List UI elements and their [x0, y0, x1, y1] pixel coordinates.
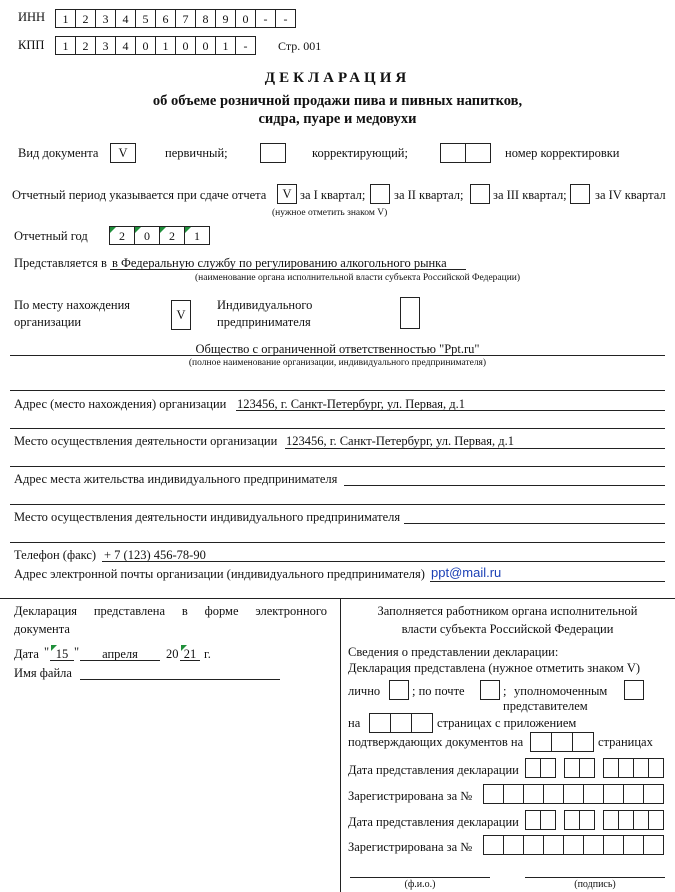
page-number: Стр. 001 [278, 39, 322, 53]
activity-place-value[interactable]: 123456, г. Санкт-Петербург, ул. Первая, д.1 [286, 434, 515, 448]
document-title: ДЕКЛАРАЦИЯ [264, 70, 411, 86]
email-underline [430, 581, 665, 582]
correction-number-label: номер корректировки [505, 146, 620, 160]
address-value[interactable]: 123456, г. Санкт-Петербург, ул. Первая, д.1 [237, 397, 466, 411]
left-panel-date-label: Дата [14, 647, 39, 661]
separator-line [10, 504, 665, 505]
year-digit-cell[interactable]: 2 [109, 226, 135, 245]
registered-label-2: Зарегистрирована за № [348, 840, 473, 854]
date-cell[interactable] [618, 810, 634, 830]
quote-mark: " [74, 645, 80, 659]
kpp-digit-cell[interactable]: 0 [175, 36, 196, 55]
doc-type-label: Вид документа [18, 146, 99, 160]
kpp-digit-cell[interactable]: 2 [75, 36, 96, 55]
in-person-checkbox[interactable] [389, 680, 409, 700]
email-link[interactable]: ppt@mail.ru [431, 565, 502, 580]
period-q2-label: за II квартал; [394, 188, 464, 202]
address-label: Адрес (место нахождения) организации [14, 397, 227, 411]
separator-line [10, 390, 665, 391]
left-panel-text-2: документа [14, 622, 70, 636]
period-q1-checkbox[interactable]: V [277, 184, 297, 204]
signature-line[interactable] [525, 877, 665, 878]
registration-cell[interactable] [603, 835, 624, 855]
separator-line [10, 542, 665, 543]
date-cell[interactable] [603, 810, 619, 830]
registration-cell[interactable] [483, 835, 504, 855]
filename-field[interactable] [80, 679, 280, 680]
year-digit-cell[interactable]: 2 [159, 226, 185, 245]
by-mail-checkbox[interactable] [480, 680, 500, 700]
pages-cell-2[interactable] [390, 713, 412, 733]
by-mail-label: ; по почте [412, 684, 465, 698]
fio-line[interactable] [350, 877, 490, 878]
representative-label-2: представителем [503, 699, 588, 713]
submitted-to-label: Представляется в [14, 256, 107, 270]
green-corner-mark [160, 227, 166, 233]
inn-digit-cell[interactable]: 5 [135, 9, 156, 28]
kpp-digit-cell[interactable]: 1 [215, 36, 236, 55]
period-q3-label: за III квартал; [493, 188, 567, 202]
location-ip-checkbox[interactable] [400, 297, 420, 329]
ip-residence-field[interactable] [344, 485, 665, 486]
location-org-checkbox[interactable]: V [171, 300, 191, 330]
registration-cell[interactable] [643, 784, 664, 804]
address-underline [236, 410, 665, 411]
year-digit-cell[interactable]: 0 [134, 226, 160, 245]
date-cell[interactable] [579, 758, 595, 778]
inn-digit-cell[interactable]: 4 [115, 9, 136, 28]
representative-label-1: уполномоченным [514, 684, 608, 698]
inn-digit-cell[interactable]: 0 [235, 9, 256, 28]
signature-caption: (подпись) [574, 879, 616, 890]
registration-cell[interactable] [583, 835, 604, 855]
date-cell[interactable] [540, 810, 556, 830]
registered-label-1: Зарегистрирована за № [348, 789, 473, 803]
inn-label: ИНН [18, 10, 46, 24]
email-label: Адрес электронной почты организации (индивидуального предпринимателя) [14, 567, 425, 581]
right-panel-info-1: Сведения о представлении декларации: [348, 645, 559, 659]
date-cell[interactable] [633, 758, 649, 778]
left-panel-text-1: Декларация представлена в форме электронного [14, 604, 327, 618]
registration-cell[interactable] [503, 784, 524, 804]
location-org-label-1: По месту нахождения [14, 298, 131, 312]
year-label: Отчетный год [14, 229, 88, 243]
date-cell[interactable] [540, 758, 556, 778]
date-cell[interactable] [618, 758, 634, 778]
inn-digit-cell[interactable]: 2 [75, 9, 96, 28]
correction-number-cell-2[interactable] [465, 143, 491, 163]
right-panel-info-2: Декларация представлена (нужное отметить знаком V) [348, 661, 641, 675]
green-corner-mark [110, 227, 116, 233]
registration-cell[interactable] [603, 784, 624, 804]
registration-cell[interactable] [563, 784, 584, 804]
submitted-to-value[interactable]: в Федеральную службу по регулированию алкогольного рынка [112, 256, 447, 270]
date-cell[interactable] [648, 810, 664, 830]
inn-digit-cell[interactable]: 8 [195, 9, 216, 28]
ip-activity-field[interactable] [404, 523, 665, 524]
date-year-underline [180, 660, 200, 661]
org-name-underline [10, 355, 665, 356]
phone-value[interactable]: + 7 (123) 456-78-90 [104, 548, 206, 562]
semicolon: ; [503, 684, 507, 698]
phone-label: Телефон (факс) [14, 548, 97, 562]
on-label: на [348, 716, 361, 730]
doc-type-primary-checkbox[interactable]: V [110, 143, 136, 163]
date-day-underline [50, 660, 74, 661]
in-person-label: лично [348, 684, 381, 698]
doc-type-primary-label: первичный; [165, 146, 228, 160]
doc-type-correcting-checkbox[interactable] [260, 143, 286, 163]
period-q2-checkbox[interactable] [370, 184, 390, 204]
attach-pages-cell-1[interactable] [530, 732, 552, 752]
registration-cell[interactable] [643, 835, 664, 855]
kpp-digit-cell[interactable]: - [235, 36, 256, 55]
activity-place-underline [285, 448, 665, 449]
org-name-hint: (полное наименование организации, индивидуального предпринимателя) [188, 358, 487, 368]
ip-activity-label: Место осуществления деятельности индивидуального предпринимателя [14, 510, 401, 524]
document-subtitle-1: об объеме розничной продажи пива и пивных напитков, [152, 93, 523, 109]
kpp-digit-cell[interactable]: 0 [135, 36, 156, 55]
attach-pages-cell-3[interactable] [572, 732, 594, 752]
activity-place-label: Место осуществления деятельности организации [14, 434, 278, 448]
date-cell[interactable] [648, 758, 664, 778]
period-hint: (нужное отметить знаком V) [272, 208, 388, 218]
year-digit-cell[interactable]: 1 [184, 226, 210, 245]
org-name-value[interactable]: Общество с ограниченной ответственностью "Ppt.ru" [195, 342, 480, 356]
date-cell[interactable] [525, 810, 541, 830]
submit-date-label-2: Дата представления декларации [348, 815, 519, 829]
inn-digit-cell[interactable]: 6 [155, 9, 176, 28]
date-year-suffix[interactable]: 21 [183, 647, 197, 661]
right-panel-header-1: Заполняется работником органа исполнительной [377, 604, 638, 618]
kpp-digit-cell[interactable]: 1 [55, 36, 76, 55]
document-subtitle-2: сидра, пуаре и медовухи [258, 111, 417, 127]
bottom-separator [0, 598, 675, 599]
date-cell[interactable] [603, 758, 619, 778]
inn-digit-cell[interactable]: 3 [95, 9, 116, 28]
location-ip-label-1: Индивидуального [217, 298, 313, 312]
location-ip-label-2: предпринимателя [217, 315, 311, 329]
pages-label: страницах [598, 735, 653, 749]
period-q1-label: за I квартал; [300, 188, 366, 202]
correction-number-cell-1[interactable] [440, 143, 466, 163]
kpp-digit-cell[interactable]: 4 [115, 36, 136, 55]
date-cell[interactable] [564, 810, 580, 830]
pages-cell-1[interactable] [369, 713, 391, 733]
submit-date-label-1: Дата представления декларации [348, 763, 519, 777]
separator-line [10, 428, 665, 429]
period-label: Отчетный период указывается при сдаче отчета [12, 188, 267, 202]
doc-type-correcting-label: корректирующий; [312, 146, 408, 160]
registration-cell[interactable] [563, 835, 584, 855]
registration-cell[interactable] [623, 835, 644, 855]
green-corner-mark [135, 227, 141, 233]
inn-digit-cell[interactable]: - [275, 9, 296, 28]
date-day[interactable]: 15 [55, 647, 69, 661]
bottom-divider [340, 598, 341, 892]
kpp-label: КПП [18, 38, 45, 52]
submitted-to-underline [110, 269, 466, 270]
separator-line [10, 466, 665, 467]
ip-residence-label: Адрес места жительства индивидуального предпринимателя [14, 472, 338, 486]
period-q4-checkbox[interactable] [570, 184, 590, 204]
registration-cell[interactable] [523, 835, 544, 855]
date-year-prefix: 20 [166, 647, 179, 661]
pages-cell-3[interactable] [411, 713, 433, 733]
date-cell[interactable] [633, 810, 649, 830]
period-q4-label: за IV квартал [595, 188, 666, 202]
fio-caption: (ф.и.о.) [404, 879, 436, 890]
inn-digit-cell[interactable]: 7 [175, 9, 196, 28]
location-org-label-2: организации [14, 315, 82, 329]
submitted-to-hint: (наименование органа исполнительной власти субъекта Российской Федерации) [195, 273, 521, 283]
attach-pages-cell-2[interactable] [551, 732, 573, 752]
filename-label: Имя файла [14, 666, 72, 680]
representative-checkbox[interactable] [624, 680, 644, 700]
period-q3-checkbox[interactable] [470, 184, 490, 204]
registration-cell[interactable] [623, 784, 644, 804]
date-cell[interactable] [564, 758, 580, 778]
green-corner-mark [181, 645, 187, 651]
phone-underline [102, 561, 665, 562]
inn-digit-cell[interactable]: 9 [215, 9, 236, 28]
registration-cell[interactable] [503, 835, 524, 855]
inn-digit-cell[interactable]: 1 [55, 9, 76, 28]
quote-mark: " [44, 645, 50, 659]
right-panel-header-2: власти субъекта Российской Федерации [401, 622, 614, 636]
green-corner-mark [185, 227, 191, 233]
registration-cell[interactable] [583, 784, 604, 804]
date-month-underline [80, 660, 160, 661]
registration-cell[interactable] [543, 784, 564, 804]
registration-cell[interactable] [543, 835, 564, 855]
inn-digit-cell[interactable]: - [255, 9, 276, 28]
pages-with-attach-label: страницах с приложением [437, 716, 577, 730]
registration-cell[interactable] [483, 784, 504, 804]
date-cell[interactable] [525, 758, 541, 778]
green-corner-mark [51, 645, 57, 651]
supporting-docs-label: подтверждающих документов на [348, 735, 524, 749]
kpp-digit-cell[interactable]: 3 [95, 36, 116, 55]
registration-cell[interactable] [523, 784, 544, 804]
date-year-unit: г. [204, 647, 211, 661]
date-cell[interactable] [579, 810, 595, 830]
date-month[interactable]: апреля [102, 647, 138, 661]
kpp-digit-cell[interactable]: 1 [155, 36, 176, 55]
kpp-digit-cell[interactable]: 0 [195, 36, 216, 55]
